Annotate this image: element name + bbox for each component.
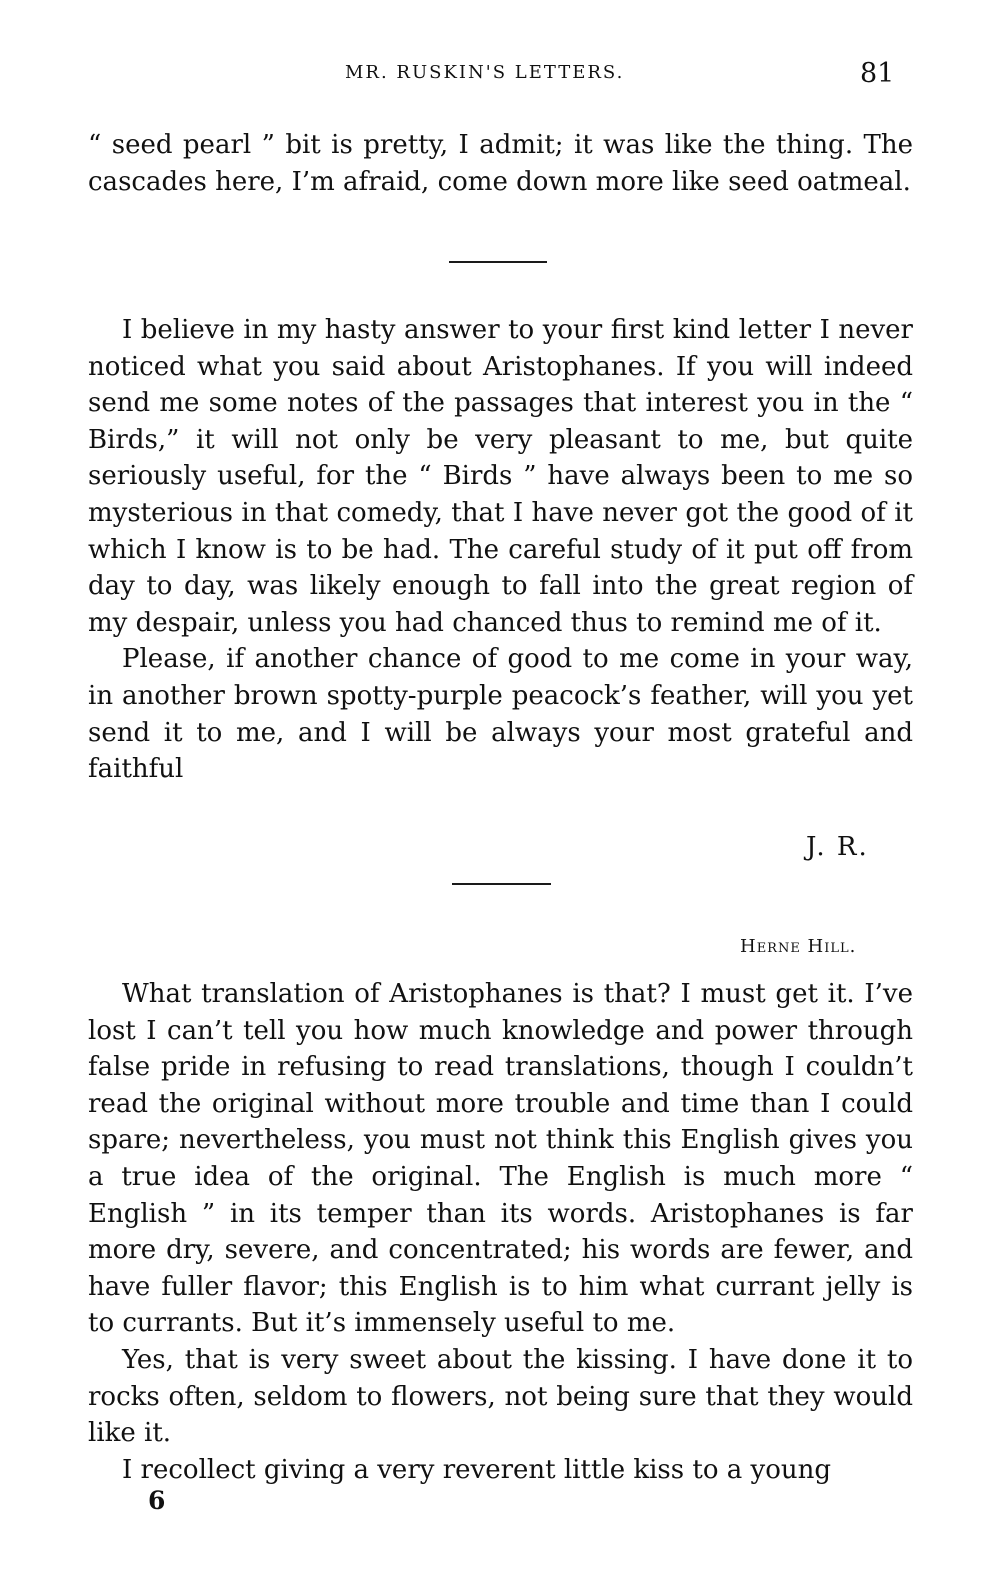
paragraph: I believe in my hasty answer to your first kind letter I never noticed what you said about Aristophanes. If you will indeed send me some notes of the passages that interest you in the “ Birds,” it will not only be very pleasant to me, but quite seriously useful, for the “ Birds ” have always been to me so mysterious in that comedy, that I have never got the good of it which I know is to be had. The careful study of it put off from day to day, was likely enough to fall into the great region of my despair, unless you had chanced thus to remind me of it. [88,315,913,638]
letter-aristophanes-birds [88,312,913,788]
paragraph: What translation of Aristophanes is that? I must get it. I’ve lost I can’t tell you how much knowledge and power through false pride in refusing to read translations, though I couldn’t read the original without more trouble and time than I could spare; nevertheless, you must not think this English gives you a true idea of the original. The English is much more “ English ” in its temper than its words. Aristophanes is far more dry, severe, and concentrated; his words are fewer, and have fuller flavor; this English is to him what currant jelly is to currants. But it’s immensely useful to me. [88,979,913,1339]
paragraph: “ seed pearl ” bit is pretty, I admit; it was like the thing. The cascades here, I’m afraid, come down more like seed oatmeal. [88,130,913,197]
letter-place-heading: Herne Hill. [740,936,857,957]
printer-signature-mark: 6 [148,1486,166,1515]
paragraph: I recollect giving a very reverent little kiss to a young [122,1454,831,1485]
section-divider [452,883,551,885]
paragraph: Yes, that is very sweet about the kissing. I have done it to rocks often, seldom to flowers, not being sure that they would like it. [88,1344,913,1449]
letter-fragment-continuation [88,127,913,200]
running-title: MR. RUSKIN'S LETTERS. [345,62,625,83]
paragraph: Please, if another chance of good to me come in your way, in another brown spotty-purple peacock’s feather, will you yet send it to me, and I will be always your most grateful and faithful [88,644,913,785]
letter-herne-hill [88,976,913,1488]
section-divider [449,261,547,263]
letter-signature: J. R. [806,832,869,862]
running-head [0,58,1000,98]
page-number: 81 [860,58,895,89]
